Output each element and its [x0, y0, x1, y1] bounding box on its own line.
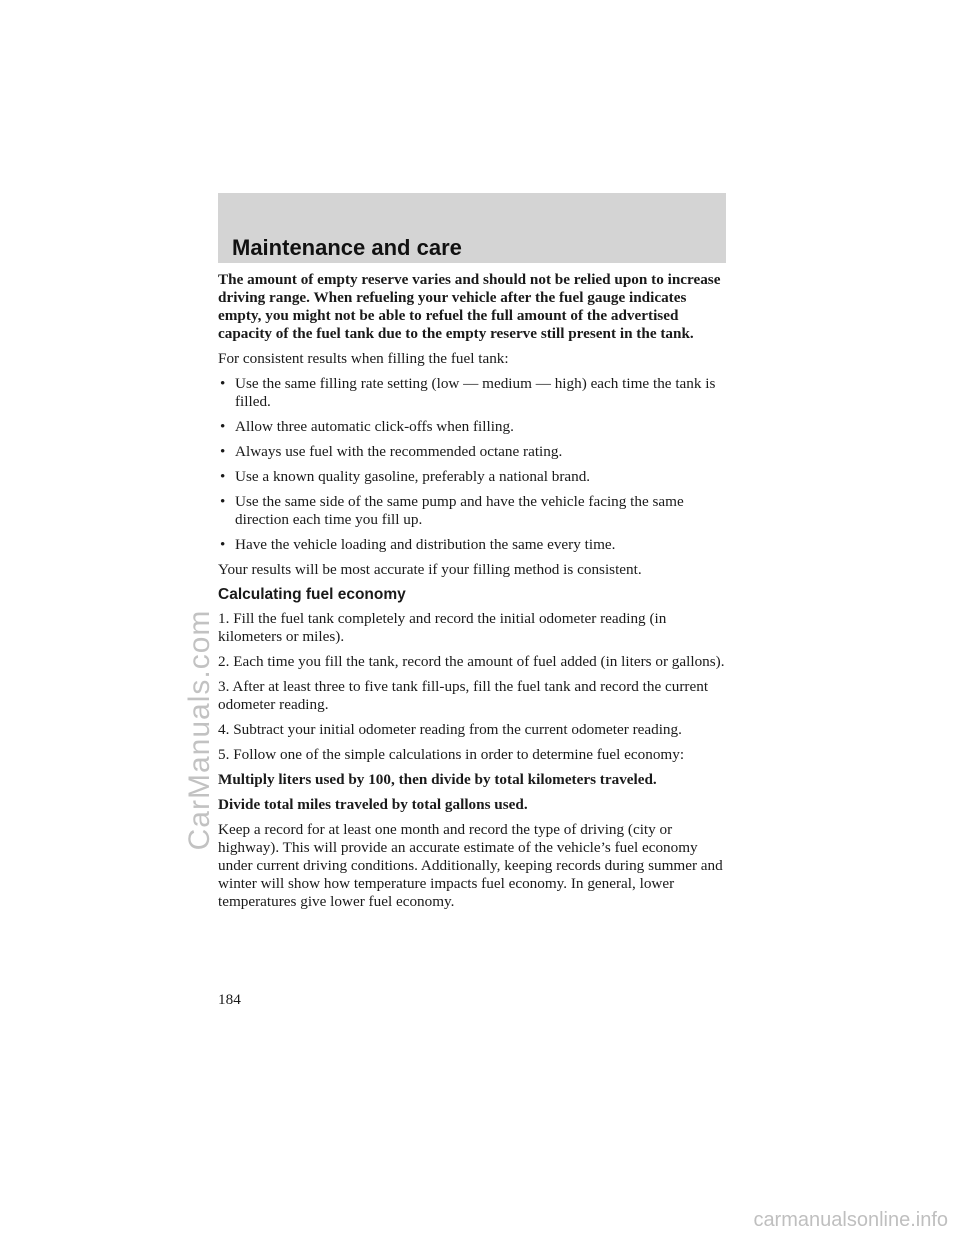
step-1: 1. Fill the fuel tank completely and record the initial odometer reading (in kilometers or miles). — [218, 610, 667, 645]
list-item-text: Allow three automatic click-offs when filling. — [235, 418, 514, 435]
step-2: 2. Each time you fill the tank, record the amount of fuel added (in liters or gallons). — [218, 653, 725, 670]
step-5: 5. Follow one of the simple calculations in order to determine fuel economy: — [218, 746, 685, 763]
bullet-icon: • — [220, 468, 226, 485]
formula-metric: Multiply liters used by 100, then divide by total kilometers traveled. — [218, 771, 657, 788]
list-item — [218, 493, 728, 529]
list-item — [218, 418, 728, 436]
list-item-text: Always use fuel with the recommended octane rating. — [235, 443, 563, 460]
page-content — [218, 271, 728, 918]
results-note: Your results will be most accurate if your filling method is consistent. — [218, 561, 642, 578]
section-title: Maintenance and care — [232, 235, 462, 260]
step-4: 4. Subtract your initial odometer reading from the current odometer reading. — [218, 721, 682, 738]
list-item-text: Have the vehicle loading and distribution the same every time. — [235, 536, 616, 553]
bullet-icon: • — [220, 493, 226, 510]
section-header-band — [218, 193, 726, 263]
step-3: 3. After at least three to five tank fill-ups, fill the fuel tank and record the current odometer reading. — [218, 678, 709, 713]
bullet-icon: • — [220, 375, 226, 392]
list-item-text: Use the same filling rate setting (low — medium — high) each time the tank is filled. — [235, 375, 716, 410]
page-number: 184 — [218, 991, 241, 1008]
empty-reserve-warning: The amount of empty reserve varies and should not be relied upon to increase driving range. When refueling your vehicle after the fuel gauge indicates empty, you might not be able to refuel the full amount of the advertised capacity of the fuel tank due to the empty reserve still present in the tank. — [218, 271, 721, 342]
fuel-tank-intro: For consistent results when filling the fuel tank: — [218, 350, 509, 367]
record-keeping-note: Keep a record for at least one month and record the type of driving (city or highway). This will provide an accurate estimate of the vehicle’s fuel economy under current driving conditions. Additionally, keeping records during summer and winter will show how temperature impacts fuel economy. In general, lower temperatures give lower fuel economy. — [218, 821, 723, 910]
list-item — [218, 536, 728, 554]
footer-url: carmanualsonline.info — [753, 1209, 948, 1231]
bullet-icon: • — [220, 418, 226, 435]
watermark-text: CarManuals.com — [183, 609, 216, 851]
list-item — [218, 468, 728, 486]
formula-us: Divide total miles traveled by total gallons used. — [218, 796, 528, 813]
filling-tips-list — [218, 375, 728, 554]
list-item — [218, 375, 728, 411]
list-item-text: Use a known quality gasoline, preferably a national brand. — [235, 468, 591, 485]
section-heading: Calculating fuel economy — [218, 586, 406, 603]
bullet-icon: • — [220, 536, 226, 553]
bullet-icon: • — [220, 443, 226, 460]
list-item — [218, 443, 728, 461]
list-item-text: Use the same side of the same pump and have the vehicle facing the same direction each time you fill up. — [235, 493, 684, 528]
